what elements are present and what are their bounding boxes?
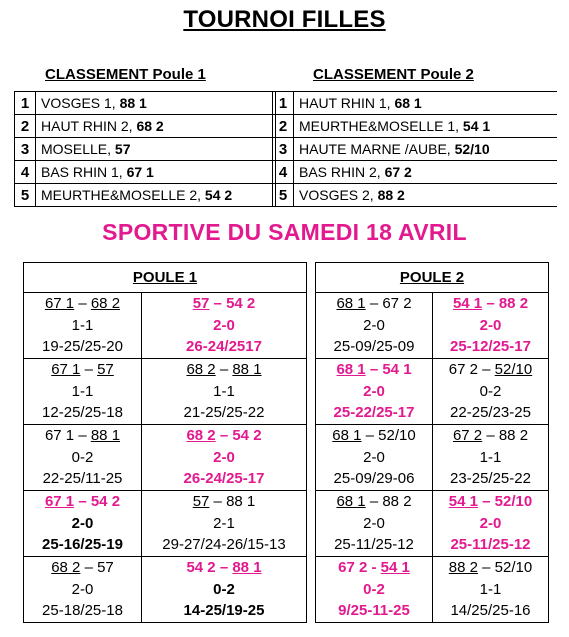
match-cell <box>433 293 549 359</box>
rank-number: 1 <box>15 92 36 115</box>
ranking-row <box>15 115 276 138</box>
match-teams <box>316 359 432 381</box>
match-teams <box>142 425 306 447</box>
match-sets: 25-09/29-06 <box>333 470 415 487</box>
rank-number: 2 <box>15 115 36 138</box>
team-a: 57 <box>192 493 210 510</box>
match-row <box>24 491 307 557</box>
team-name: HAUT RHIN 2, <box>41 118 137 134</box>
rank-number: 3 <box>273 138 294 161</box>
match-result: 1-1 <box>213 382 235 400</box>
match-result: 2-0 <box>479 316 502 334</box>
team-score: 67 2 <box>384 164 412 180</box>
separator: – <box>80 559 98 576</box>
team-score: 68 1 <box>394 95 422 111</box>
ranking-row <box>273 115 558 138</box>
match-row <box>24 359 307 425</box>
rank-number: 2 <box>273 115 294 138</box>
match-cell <box>433 425 549 491</box>
match-sets: 14-25/19-25 <box>183 602 265 619</box>
match-sets: 14/25/25-16 <box>450 602 531 619</box>
match-row <box>24 293 307 359</box>
team-score: 54 2 <box>204 187 233 203</box>
match-cell <box>24 557 142 623</box>
match-sets: 25-16/25-19 <box>42 536 123 553</box>
team-cell <box>36 138 276 161</box>
team-a: 67 1 <box>51 361 81 378</box>
match-result: 2-0 <box>363 448 385 466</box>
match-teams <box>142 293 306 315</box>
team-cell <box>36 184 276 207</box>
match-cell <box>24 359 142 425</box>
separator: – <box>477 361 495 378</box>
team-b: 52/10 <box>494 559 533 576</box>
ranking-row <box>273 138 558 161</box>
match-sets: 23-25/25-22 <box>450 470 531 487</box>
separator: – <box>215 361 233 378</box>
team-name: MEURTHE&MOSELLE 1, <box>299 118 463 134</box>
poule-heading-label: POULE 2 <box>399 269 465 286</box>
match-result: 1-1 <box>71 316 94 334</box>
match-sets: 25-22/25-17 <box>333 404 415 421</box>
match-teams <box>142 491 306 513</box>
team-b: 88 2 <box>382 493 412 510</box>
team-b: 52/10 <box>494 493 533 510</box>
team-name: BAS RHIN 2, <box>299 164 385 180</box>
match-teams <box>433 425 548 447</box>
match-cell <box>142 359 307 425</box>
team-b: 88 1 <box>226 493 256 510</box>
team-b: 54 2 <box>90 493 121 510</box>
match-row <box>24 557 307 623</box>
team-b: 67 2 <box>382 295 412 312</box>
match-cell <box>24 425 142 491</box>
match-row <box>316 425 549 491</box>
team-a: 67 1 <box>44 427 75 444</box>
match-teams <box>24 293 141 315</box>
team-name: BAS RHIN 1, <box>41 164 127 180</box>
team-b: 88 1 <box>90 427 121 444</box>
team-b: 52/10 <box>494 361 533 378</box>
match-sets: 22-25/23-25 <box>450 404 531 421</box>
match-row <box>316 557 549 623</box>
match-teams <box>142 557 306 579</box>
team-a: 67 1 <box>44 493 75 510</box>
separator: – <box>365 493 383 510</box>
rank-number: 1 <box>273 92 294 115</box>
separator: – <box>80 361 98 378</box>
match-result: 0-2 <box>71 448 94 466</box>
team-a: 68 1 <box>336 295 366 312</box>
team-name: MOSELLE, <box>41 141 115 157</box>
separator: – <box>209 295 227 312</box>
rank-number: 4 <box>15 161 36 184</box>
match-cell <box>316 293 433 359</box>
separator: – <box>365 295 383 312</box>
team-a: 67 2 <box>448 361 478 378</box>
team-name: HAUT RHIN 1, <box>299 95 395 111</box>
match-sets: 21-25/25-22 <box>183 404 265 421</box>
ranking-row <box>15 184 276 207</box>
match-sets: 9/25-11-25 <box>338 602 410 619</box>
match-result: 0-2 <box>479 382 502 400</box>
poule-1-results-table <box>23 262 307 623</box>
match-cell <box>316 491 433 557</box>
team-cell <box>294 92 558 115</box>
match-cell <box>142 425 307 491</box>
match-result: 2-0 <box>71 514 94 532</box>
match-sets: 22-25/11-25 <box>42 470 123 487</box>
team-b: 54 1 <box>380 559 410 576</box>
team-b: 54 1 <box>382 361 412 378</box>
rank-number: 4 <box>273 161 294 184</box>
team-a: 68 1 <box>336 493 366 510</box>
match-sets: 29-27/24-26/15-13 <box>162 536 286 553</box>
match-result: 1-1 <box>71 382 94 400</box>
team-score: 88 2 <box>377 187 405 203</box>
match-teams <box>24 425 141 447</box>
team-score: 68 2 <box>136 118 164 134</box>
team-cell <box>294 184 558 207</box>
match-sets: 25-11/25-12 <box>450 536 531 553</box>
match-cell <box>142 491 307 557</box>
team-a: 54 1 <box>448 493 478 510</box>
separator: – <box>74 427 91 444</box>
match-sets: 26-24/2517 <box>186 338 262 355</box>
team-cell <box>294 115 558 138</box>
match-teams <box>316 425 432 447</box>
team-b: 88 1 <box>232 361 262 378</box>
rank-number: 5 <box>15 184 36 207</box>
team-a: 68 1 <box>332 427 362 444</box>
team-b: 52/10 <box>378 427 416 444</box>
team-a: 54 1 <box>452 295 483 312</box>
team-name: VOSGES 1, <box>41 95 120 111</box>
team-name: VOSGES 2, <box>299 187 378 203</box>
match-cell <box>24 491 142 557</box>
separator: – <box>482 295 499 312</box>
match-result: 2-1 <box>213 514 235 532</box>
match-row <box>24 425 307 491</box>
classement-poule-2-heading: CLASSEMENT Poule 2 <box>313 66 474 83</box>
event-subtitle: SPORTIVE DU SAMEDI 18 AVRIL <box>102 219 467 245</box>
poule-header-row <box>316 263 549 293</box>
classement-poule-1-heading: CLASSEMENT Poule 1 <box>45 66 206 83</box>
rank-number: 5 <box>273 184 294 207</box>
poule-2-results-table <box>315 262 549 623</box>
match-cell <box>433 359 549 425</box>
separator: – <box>482 427 499 444</box>
match-result: 2-0 <box>363 382 385 400</box>
match-cell <box>142 293 307 359</box>
match-sets: 19-25/25-20 <box>42 338 123 355</box>
match-teams <box>433 359 548 381</box>
poule-heading <box>24 263 307 293</box>
ranking-row <box>273 184 558 207</box>
team-score: 88 1 <box>119 95 147 111</box>
ranking-row <box>273 161 558 184</box>
match-result: 1-1 <box>479 580 502 598</box>
page-title: TOURNOI FILLES <box>183 6 386 33</box>
team-b: 57 <box>97 559 114 576</box>
match-teams <box>142 359 306 381</box>
match-teams <box>24 557 141 579</box>
separator: - <box>367 559 381 576</box>
match-teams <box>433 491 548 513</box>
match-result: 2-0 <box>71 580 94 598</box>
team-cell <box>36 92 276 115</box>
match-cell <box>142 557 307 623</box>
team-score: 67 1 <box>126 164 154 180</box>
match-result: 0-2 <box>363 580 385 598</box>
team-a: 68 2 <box>51 559 81 576</box>
classement-poule-2-table <box>272 91 557 207</box>
match-result: 2-0 <box>213 448 235 466</box>
match-teams <box>433 557 548 579</box>
team-a: 57 <box>192 295 210 312</box>
match-result: 0-2 <box>213 580 235 598</box>
separator: – <box>74 493 91 510</box>
ranking-row <box>273 92 558 115</box>
match-cell <box>316 557 433 623</box>
team-name: MEURTHE&MOSELLE 2, <box>41 187 205 203</box>
match-result: 2-0 <box>479 514 502 532</box>
team-b: 88 1 <box>232 559 262 576</box>
match-teams <box>316 293 432 315</box>
match-teams <box>316 491 432 513</box>
team-score: 57 <box>114 141 131 157</box>
team-a: 54 2 <box>186 559 216 576</box>
match-teams <box>316 557 432 579</box>
ranking-row <box>15 161 276 184</box>
team-a: 67 2 <box>452 427 483 444</box>
team-a: 68 2 <box>186 427 216 444</box>
team-b: 54 2 <box>226 295 256 312</box>
ranking-row <box>15 92 276 115</box>
match-sets: 25-18/25-18 <box>42 602 123 619</box>
separator: – <box>215 427 233 444</box>
ranking-row <box>15 138 276 161</box>
team-a: 88 2 <box>448 559 478 576</box>
poule-header-row <box>24 263 307 293</box>
match-sets: 25-11/25-12 <box>334 536 414 553</box>
classement-poule-1-table <box>14 91 276 207</box>
team-b: 68 2 <box>90 295 121 312</box>
separator: – <box>74 295 91 312</box>
team-b: 54 2 <box>232 427 262 444</box>
team-cell <box>36 161 276 184</box>
separator: – <box>477 559 495 576</box>
team-name: HAUTE MARNE /AUBE, <box>299 141 455 157</box>
match-teams <box>24 491 141 513</box>
match-row <box>316 293 549 359</box>
team-cell <box>294 138 558 161</box>
separator: – <box>215 559 233 576</box>
match-result: 2-0 <box>363 514 385 532</box>
separator: – <box>477 493 495 510</box>
team-b: 88 2 <box>498 295 529 312</box>
team-b: 57 <box>97 361 114 378</box>
match-cell <box>316 359 433 425</box>
team-cell <box>36 115 276 138</box>
match-row <box>316 491 549 557</box>
match-sets: 26-24/25-17 <box>183 470 265 487</box>
rank-number: 3 <box>15 138 36 161</box>
team-cell <box>294 161 558 184</box>
team-a: 68 1 <box>336 361 366 378</box>
match-result: 2-0 <box>363 316 385 334</box>
separator: – <box>361 427 379 444</box>
separator: – <box>209 493 227 510</box>
team-score: 52/10 <box>454 141 490 157</box>
team-a: 67 2 <box>338 559 368 576</box>
poule-heading <box>316 263 549 293</box>
team-b: 88 2 <box>498 427 529 444</box>
match-cell <box>433 491 549 557</box>
match-result: 2-0 <box>213 316 235 334</box>
match-teams <box>24 359 141 381</box>
match-sets: 12-25/25-18 <box>42 404 123 421</box>
match-teams <box>433 293 548 315</box>
poule-heading-label: POULE 1 <box>132 269 198 286</box>
team-score: 54 1 <box>462 118 491 134</box>
team-a: 67 1 <box>44 295 75 312</box>
match-cell <box>433 557 549 623</box>
match-row <box>316 359 549 425</box>
separator: – <box>365 361 383 378</box>
match-sets: 25-09/25-09 <box>333 338 415 355</box>
match-sets: 25-12/25-17 <box>450 338 531 355</box>
match-result: 1-1 <box>479 448 502 466</box>
match-cell <box>316 425 433 491</box>
match-cell <box>24 293 142 359</box>
team-a: 68 2 <box>186 361 216 378</box>
